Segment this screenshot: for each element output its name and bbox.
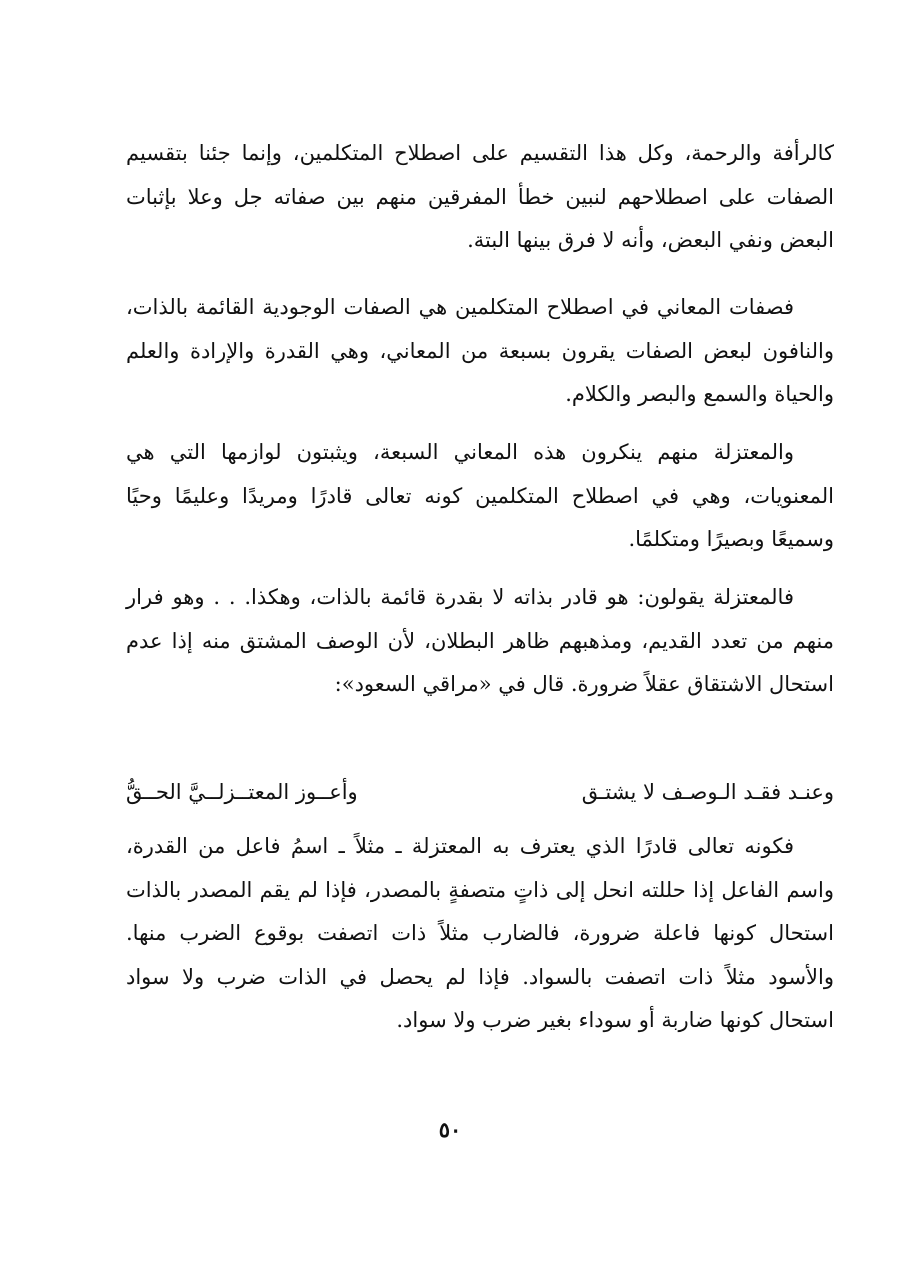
page-number: ٥٠ xyxy=(438,1117,462,1142)
paragraph-5: فكونه تعالى قادرًا الذي يعترف به المعتزلة ـ مثلاً ـ اسمُ فاعل من القدرة، واسم الفاعل إذا حللته انحل إلى ذاتٍ متصفةٍ بالمصدر، فإذا لم يقم المصدر بالذات استحال كونها فاعلة ضرورة، فالضارب مثلاً ذات اتصفت بوقوع الضرب منها. والأسود مثلاً ذات اتصفت بالسواد. فإذا لم يحصل في الذات ضرب ولا سواد استحال كونها ضاربة أو سوداء بغير ضرب ولا سواد. xyxy=(126,834,834,1032)
poetry-verse xyxy=(126,770,834,814)
verse-second-hemistich: وأعــوز المعتــزلــيَّ الحــقُّ xyxy=(126,780,358,804)
verse-first-hemistich: وعنـد فقـد الـوصـف لا يشتـق xyxy=(581,780,834,804)
paragraph-3: والمعتزلة منهم ينكرون هذه المعاني السبعة، ويثبتون لوازمها التي هي المعنويات، وهي في اصطلاح المتكلمين كونه تعالى قادرًا ومريدًا وعليمًا وحيًا وسميعًا وبصيرًا ومتكلمًا. xyxy=(126,440,834,551)
paragraph-4: فالمعتزلة يقولون: هو قادر بذاته لا بقدرة قائمة بالذات، وهكذا. . . وهو فرار منهم من تعدد القديم، ومذهبهم ظاهر البطلان، لأن الوصف المشتق منه إذا عدم استحال الاشتقاق عقلاً ضرورة. قال في «مراقي السعود»: xyxy=(126,585,834,696)
paragraph-2: فصفات المعاني في اصطلاح المتكلمين هي الصفات الوجودية القائمة بالذات، والنافون لبعض الصفات يقرون بسبعة من المعاني، وهي القدرة والإرادة والعلم والحياة والسمع والبصر والكلام. xyxy=(126,295,834,406)
paragraph-1: كالرأفة والرحمة، وكل هذا التقسيم على اصطلاح المتكلمين، وإنما جئنا بتقسيم الصفات على اصطلاحهم لنبين خطأ المفرقين منهم بين صفاته جل وعلا بإثبات البعض ونفي البعض، وأنه لا فرق بينها البتة. xyxy=(126,141,834,252)
